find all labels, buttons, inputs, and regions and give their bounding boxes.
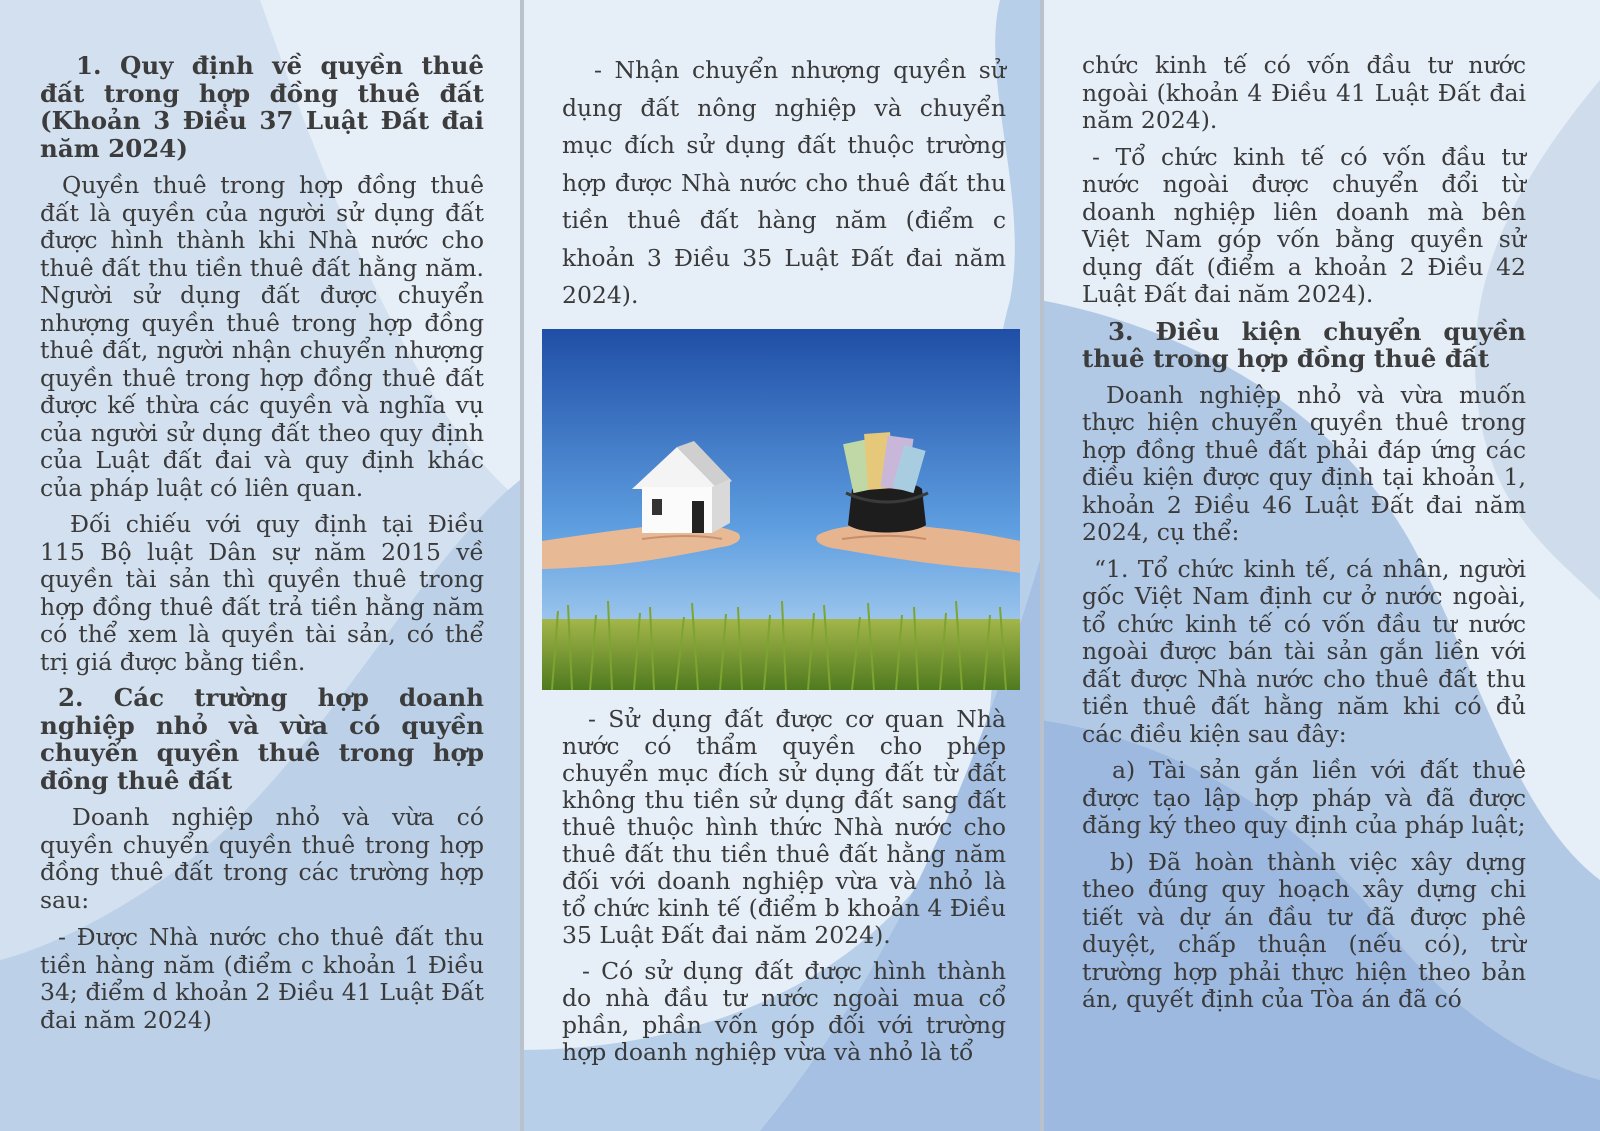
house-and-money-photo <box>542 329 1020 690</box>
fold-line-left <box>520 0 524 1131</box>
column-left <box>40 52 484 1034</box>
paragraph: - Tổ chức kinh tế có vốn đầu tư nước ngoài được chuyển đổi từ doanh nghiệp liên doanh mà bên Việt Nam góp vốn bằng quyền sử dụng đất (điểm a khoản 2 Điều 42 Luật Đất đai năm 2024). <box>1082 142 1526 308</box>
heading-2: 2. Các trường hợp doanh nghiệp nhỏ và vừa có quyền chuyển quyền thuê trong hợp đồng thuê đất <box>40 683 484 795</box>
paragraph: - Có sử dụng đất được hình thành do nhà đầu tư nước ngoài mua cổ phần, phần vốn góp đối với trường hợp doanh nghiệp vừa và nhỏ là tổ <box>562 956 1006 1066</box>
column-right <box>1082 52 1526 1014</box>
paragraph: Đối chiếu với quy định tại Điều 115 Bộ luật Dân sự năm 2015 về quyền tài sản thì quyền thuê trong hợp đồng thuê đất trả tiền hằng năm có thể xem là quyền tài sản, có thể trị giá được bằng tiền. <box>40 510 484 676</box>
paragraph: a) Tài sản gắn liền với đất thuê được tạo lập hợp pháp và đã được đăng ký theo quy định của pháp luật; <box>1082 756 1526 839</box>
paragraph: - Được Nhà nước cho thuê đất thu tiền hàng năm (điểm c khoản 1 Điều 34; điểm d khoản 2 Điều 41 Luật Đất đai năm 2024) <box>40 923 484 1034</box>
paragraph: Doanh nghiệp nhỏ và vừa muốn thực hiện chuyển quyền thuê trong hợp đồng thuê đất phải đáp ứng các điều kiện được quy định tại khoản 1, khoản 2 Điều 46 Luật Đất đai năm 2024, cụ thể: <box>1082 380 1526 546</box>
paragraph: - Sử dụng đất được cơ quan Nhà nước có thẩm quyền cho phép chuyển mục đích sử dụng đất từ đất không thu tiền sử dụng đất sang đất thuê thuộc hình thức Nhà nước cho thuê đất thu tiền thuê đất hằng năm đối với doanh nghiệp vừa và nhỏ là tổ chức kinh tế (điểm b khoản 4 Điều 35 Luật Đất đai năm 2024). <box>562 704 1006 949</box>
heading-3: 3. Điều kiện chuyển quyền thuê trong hợp đồng thuê đất <box>1082 316 1526 373</box>
paragraph: “1. Tổ chức kinh tế, cá nhân, người gốc Việt Nam định cư ở nước ngoài, tổ chức kinh tế có vốn đầu tư nước ngoài được bán tài sản gắn liền với đất được Nhà nước cho thuê đất thu tiền thuê đất hằng năm khi có đủ các điều kiện sau đây: <box>1082 554 1526 748</box>
paragraph: - Nhận chuyển nhượng quyền sử dụng đất nông nghiệp và chuyển mục đích sử dụng đất thuộc trường hợp được Nhà nước cho thuê đất thu tiền thuê đất hàng năm (điểm c khoản 3 Điều 35 Luật Đất đai năm 2024). <box>562 56 1006 309</box>
paragraph: chức kinh tế có vốn đầu tư nước ngoài (khoản 4 Điều 41 Luật Đất đai năm 2024). <box>1082 51 1526 134</box>
paragraph: Quyền thuê trong hợp đồng thuê đất là quyền của người sử dụng đất được hình thành khi Nhà nước cho thuê đất thu tiền thuê đất hằng năm. Người sử dụng đất được chuyển nhượng quyền thuê trong hợp đồng thuê đất, người nhận chuyển nhượng quyền thuê trong hợp đồng thuê đất được kế thừa các quyền và nghĩa vụ của người sử dụng đất theo quy định của Luật đất đai và quy định khác của pháp luật có liên quan. <box>40 171 484 502</box>
column-middle <box>562 52 1006 1066</box>
paragraph: Doanh nghiệp nhỏ và vừa có quyền chuyển quyền thuê trong hợp đồng thuê đất trong các trường hợp sau: <box>40 803 484 914</box>
paragraph: b) Đã hoàn thành việc xây dựng theo đúng quy hoạch xây dựng chi tiết và dự án đầu tư đã được phê duyệt, chấp thuận (nếu có), trừ trường hợp phải thực hiện theo bản án, quyết định của Tòa án đã có <box>1082 847 1526 1013</box>
heading-1: 1. Quy định về quyền thuê đất trong hợp đồng thuê đất (Khoản 3 Điều 37 Luật Đất đai năm 2024) <box>40 51 484 163</box>
fold-line-right <box>1040 0 1044 1131</box>
